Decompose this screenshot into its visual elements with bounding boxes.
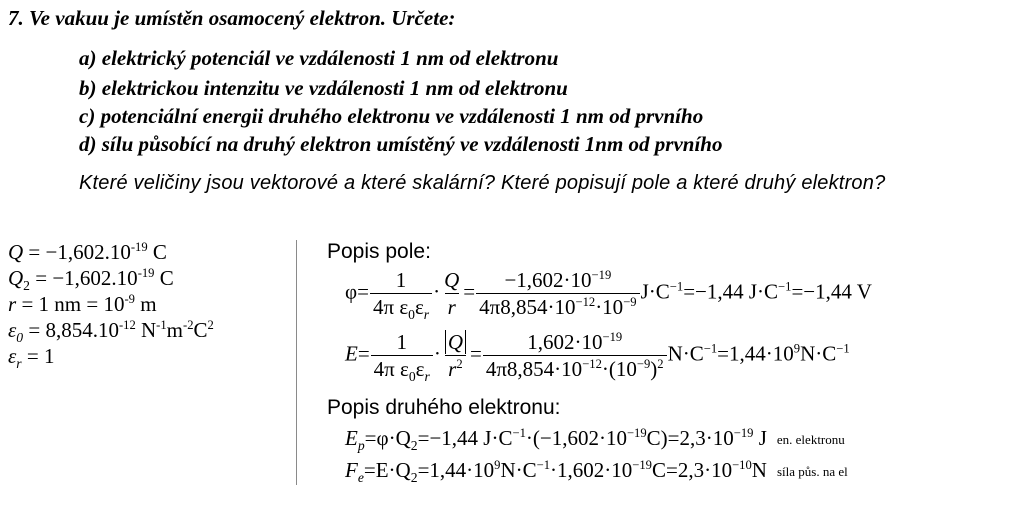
ep-equation: $E_p=\varphi\cdot Q_2=-1,44$ $J\cdot C^{-1}\cdot(-1,602\cdot 10^{-19}C)=2,3\cdot 10^{-19}$ J en. elektronu bbox=[345, 426, 845, 454]
phi-rhs-den-exp2: −9 bbox=[623, 295, 637, 309]
e-rhs-den: 4π8,854·10 bbox=[485, 357, 583, 381]
e-fraction-value bbox=[483, 330, 667, 381]
fe-equation: $F_e=E\cdot Q_2=1,44\cdot 10^9N\cdot C^{-1}\cdot 1,602\cdot 10^{-19}C=2,3\cdot 10^{-10}N$ síla půs. na el bbox=[345, 458, 848, 486]
given-q2-unit: C bbox=[159, 266, 174, 290]
e-fraction-const: $\frac{1}{4\pi \varepsilon_0\varepsilon_r}$ bbox=[371, 330, 433, 381]
given-q-unit: C bbox=[152, 240, 167, 264]
given-eps0: $\varepsilon_0 = 8,854.10^{-12}$ $N^{-1}m^{-2}C^2$ bbox=[8, 318, 214, 346]
given-eps0-value: 8,854.10 bbox=[45, 318, 119, 342]
fe-mid-exp: 9 bbox=[494, 458, 501, 472]
e-fraction-qr: $\frac{Q}{r^2}$ bbox=[442, 330, 469, 381]
e-equation: E= $\frac{1}{4\pi \varepsilon_0\varepsilon_r}$ · $\frac{Q}{r^2}$ = $\frac{1,602\cdot 10^{-19}}{4\pi 8,854\cdot 10^{-12}\cdot(10^{-9})^2}$ $N\cdot C^{-1}=1,44\cdot 10^9N\cdot C^{-1}$ bbox=[345, 330, 850, 385]
phi-result-mid: =−1,44 J·C bbox=[683, 279, 779, 304]
ep-mid: =−1,44 J·C bbox=[417, 426, 513, 450]
e-result-unit: N·C bbox=[667, 341, 704, 366]
phi-rhs-den-mid: ·10 bbox=[595, 295, 624, 319]
phi-fraction-value bbox=[476, 268, 639, 319]
given-r-exp: -9 bbox=[124, 292, 135, 306]
e-rhs-num: 1,602·10 bbox=[527, 330, 603, 354]
given-r: r = 1 nm = $10^{-9}$ m bbox=[8, 292, 157, 316]
ep-mid2: ·(−1,602·10 bbox=[525, 426, 627, 450]
fe-mid3: ·1,602·10 bbox=[550, 458, 633, 482]
e-rhs-den-mid: ·(10 bbox=[601, 357, 637, 381]
electron-heading: Popis druhého elektronu: bbox=[327, 396, 561, 419]
task-a: a) elektrický potenciál ve vzdálenosti 1 nm od elektronu bbox=[79, 46, 559, 70]
field-heading: Popis pole: bbox=[327, 240, 431, 263]
given-q2: $Q_2 = -1,602.10^{-19}$ C bbox=[8, 266, 174, 294]
fe-note: síla půs. na el bbox=[776, 464, 848, 480]
phi-rhs-num-exp: −19 bbox=[591, 268, 612, 282]
phi-fraction-const: $\frac{1}{4\pi \varepsilon_0\varepsilon_r}$ bbox=[370, 268, 432, 319]
given-epsr: $\varepsilon_r = 1$ bbox=[8, 344, 55, 372]
given-q: $Q = -1,602.10^{-19}$ C bbox=[8, 240, 167, 264]
phi-rhs-den: 4π8,854·10 bbox=[479, 295, 576, 319]
given-r-value: 1 nm = 10 bbox=[38, 292, 125, 316]
fe-expr: =E·Q bbox=[363, 458, 411, 482]
column-divider bbox=[296, 240, 297, 485]
task-d: d) sílu působící na druhý elektron umístěný ve vzdálenosti 1nm od prvního bbox=[79, 132, 723, 156]
e-rhs-num-exp: −19 bbox=[602, 330, 623, 344]
task-b: b) elektrickou intenzitu ve vzdálenosti 1 nm od elektronu bbox=[79, 76, 568, 100]
given-q-exp: -19 bbox=[130, 240, 148, 254]
phi-result-unit: J·C bbox=[640, 279, 670, 304]
fe-mid: =1,44·10 bbox=[417, 458, 495, 482]
fe-mid3-exp: −19 bbox=[632, 458, 652, 472]
e-result-end: N·C bbox=[800, 341, 837, 366]
given-q2-value: −1,602.10 bbox=[52, 266, 138, 290]
problem-question: Které veličiny jsou vektorové a které skalární? Které popisují pole a které druhý elektron? bbox=[79, 172, 886, 194]
ep-note: en. elektronu bbox=[776, 432, 845, 448]
phi-result-end: =−1,44 V bbox=[791, 279, 872, 304]
e-rhs-den-exp1: −12 bbox=[582, 357, 602, 371]
problem-title: 7. Ve vakuu je umístěn osamocený elektron. Určete: bbox=[8, 6, 456, 30]
given-q2-exp: -19 bbox=[137, 266, 155, 280]
e-const-num: 1 bbox=[396, 330, 407, 354]
phi-rhs-num: −1,602·10 bbox=[504, 268, 592, 292]
given-q-value: −1,602.10 bbox=[45, 240, 131, 264]
given-r-unit: m bbox=[140, 292, 157, 316]
fe-mid2: N·C bbox=[500, 458, 537, 482]
fe-unit: N bbox=[751, 458, 767, 482]
phi-const-num: 1 bbox=[395, 268, 407, 292]
given-eps0-exp: -12 bbox=[118, 318, 136, 332]
ep-expr: =φ·Q bbox=[364, 426, 411, 450]
phi-rhs-den-exp1: −12 bbox=[575, 295, 596, 309]
ep-result-exp: −19 bbox=[733, 426, 754, 440]
ep-mid2-exp: −19 bbox=[626, 426, 647, 440]
ep-unit: J bbox=[758, 426, 767, 450]
fe-mid4: C=2,3·10 bbox=[651, 458, 733, 482]
task-c: c) potenciální energii druhého elektronu ve vzdálenosti 1 nm od prvního bbox=[79, 104, 704, 128]
e-rhs-den-exp3: 2 bbox=[657, 357, 664, 371]
phi-fraction-qr: $\frac{Q}{r}$ bbox=[444, 268, 460, 319]
phi-equation: φ= $\frac{1}{4\pi \varepsilon_0\varepsilon_r}$ · $\frac{Q}{r}$ = $\frac{-1,602\cdot 10^{-19}}{4\pi 8,854\cdot 10^{-12}\cdot 10^{-9}}$ $J\cdot C^{-1}=-1,44$ $J\cdot C^{-1}=-1,44$ V bbox=[345, 268, 872, 323]
e-result-mid: =1,44·10 bbox=[717, 341, 794, 366]
e-rhs-den-close: ) bbox=[650, 357, 658, 381]
given-epsr-value: 1 bbox=[43, 344, 55, 368]
e-rhs-den-exp2: −9 bbox=[636, 357, 651, 371]
e-result-exp: 9 bbox=[793, 341, 801, 356]
ep-mid3: C)=2,3·10 bbox=[646, 426, 734, 450]
fe-result-exp: −10 bbox=[732, 458, 752, 472]
